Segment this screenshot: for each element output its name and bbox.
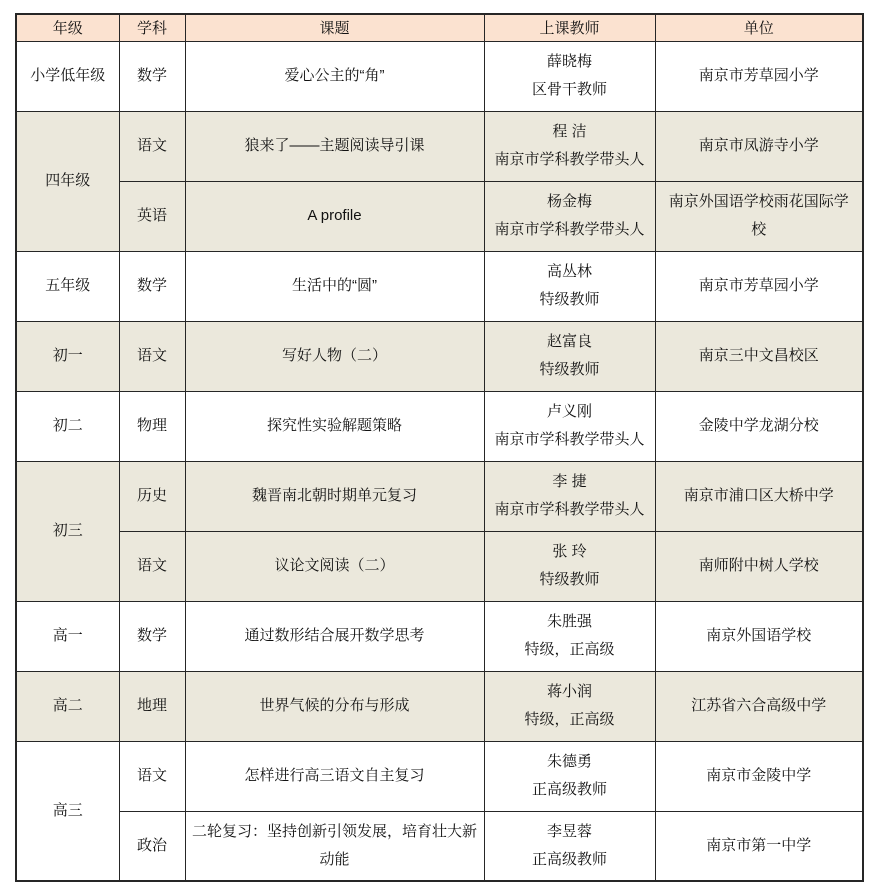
- column-header-3: 上课教师: [484, 14, 655, 41]
- topic-cell: 二轮复习：坚持创新引领发展，培育壮大新动能: [185, 811, 484, 881]
- teacher-title: 正高级教师: [531, 850, 607, 868]
- subject-cell: 数学: [119, 41, 185, 111]
- teacher-name: 杨金梅: [546, 193, 592, 210]
- grade-cell: 初三: [16, 461, 119, 601]
- subject-cell: 数学: [119, 601, 185, 671]
- teacher-name: 朱德勇: [546, 753, 592, 770]
- table-row: [16, 321, 863, 391]
- school-cell: 南京市凤游寺小学: [655, 111, 863, 181]
- teacher-name: 李 捷: [552, 473, 587, 490]
- subject-cell: 物理: [119, 391, 185, 461]
- teacher-title: 区骨干教师: [531, 81, 607, 98]
- topic-cell: 怎样进行高三语文自主复习: [185, 741, 484, 811]
- grade-cell: 四年级: [16, 111, 119, 251]
- teacher-title: 正高级教师: [531, 781, 607, 798]
- teacher-name: 赵富良: [546, 333, 592, 350]
- teacher-name: 薛晓梅: [546, 53, 592, 70]
- topic-cell: 生活中的“圆”: [185, 251, 484, 321]
- table-row: [16, 251, 863, 321]
- teacher-title: 特级教师: [539, 571, 600, 588]
- school-cell: 南师附中树人学校: [655, 531, 863, 601]
- teacher-title: 南京市学科教学带头人: [494, 501, 645, 518]
- topic-cell: 世界气候的分布与形成: [185, 671, 484, 741]
- school-cell: 江苏省六合高级中学: [655, 671, 863, 741]
- teacher-cell: [484, 741, 655, 811]
- table-row: [16, 601, 863, 671]
- table-header-row: [16, 14, 863, 41]
- teacher-name: 卢义刚: [546, 403, 592, 420]
- teacher-cell: [484, 601, 655, 671]
- topic-cell: 议论文阅读（二）: [185, 531, 484, 601]
- teacher-cell: [484, 251, 655, 321]
- subject-cell: 政治: [119, 811, 185, 881]
- teacher-title: 特级教师: [539, 361, 600, 378]
- grade-cell: 高三: [16, 741, 119, 881]
- school-cell: 南京市第一中学: [655, 811, 863, 881]
- teacher-title: 南京市学科教学带头人: [494, 151, 645, 168]
- teacher-name: 蒋小润: [546, 683, 592, 700]
- teacher-name: 朱胜强: [546, 613, 592, 630]
- column-header-1: 学科: [119, 14, 185, 41]
- subject-cell: 语文: [119, 111, 185, 181]
- teacher-title: 南京市学科教学带头人: [494, 221, 645, 238]
- teacher-name: 李昱蓉: [546, 822, 592, 840]
- school-cell: 南京三中文昌校区: [655, 321, 863, 391]
- topic-cell: 爱心公主的“角”: [185, 41, 484, 111]
- column-header-0: 年级: [16, 14, 119, 41]
- table-row: [16, 461, 863, 531]
- subject-cell: 语文: [119, 531, 185, 601]
- table-row: [16, 531, 863, 601]
- teacher-cell: [484, 111, 655, 181]
- school-cell: 南京市金陵中学: [655, 741, 863, 811]
- topic-cell: 探究性实验解题策略: [185, 391, 484, 461]
- topic-cell: A profile: [185, 181, 484, 251]
- table-body: [16, 41, 863, 881]
- subject-cell: 英语: [119, 181, 185, 251]
- subject-cell: 历史: [119, 461, 185, 531]
- table-row: [16, 41, 863, 111]
- school-cell: 南京市浦口区大桥中学: [655, 461, 863, 531]
- teacher-cell: [484, 41, 655, 111]
- topic-cell: 狼来了——主题阅读导引课: [185, 111, 484, 181]
- teacher-title: 特级，正高级: [524, 711, 615, 728]
- grade-cell: 初二: [16, 391, 119, 461]
- table-row: [16, 741, 863, 811]
- table-row: [16, 671, 863, 741]
- teacher-name: 高丛林: [546, 263, 592, 280]
- table-row: [16, 111, 863, 181]
- teacher-name: 张 玲: [552, 543, 587, 560]
- grade-cell: 高二: [16, 671, 119, 741]
- topic-cell: 魏晋南北朝时期单元复习: [185, 461, 484, 531]
- teacher-title: 南京市学科教学带头人: [494, 431, 645, 448]
- teacher-cell: [484, 321, 655, 391]
- school-cell: 金陵中学龙湖分校: [655, 391, 863, 461]
- table-row: [16, 181, 863, 251]
- column-header-2: 课题: [185, 14, 484, 41]
- teacher-cell: [484, 461, 655, 531]
- grade-cell: 初一: [16, 321, 119, 391]
- grade-cell: 高一: [16, 601, 119, 671]
- teacher-name: 程 洁: [552, 123, 587, 140]
- subject-cell: 语文: [119, 741, 185, 811]
- grade-cell: 五年级: [16, 251, 119, 321]
- topic-cell: 通过数形结合展开数学思考: [185, 601, 484, 671]
- column-header-4: 单位: [655, 14, 863, 41]
- subject-cell: 数学: [119, 251, 185, 321]
- subject-cell: 语文: [119, 321, 185, 391]
- grade-cell: 小学低年级: [16, 41, 119, 111]
- teacher-cell: [484, 671, 655, 741]
- school-cell: 南京市芳草园小学: [655, 251, 863, 321]
- table-row: [16, 391, 863, 461]
- table-row: [16, 811, 863, 881]
- subject-cell: 地理: [119, 671, 185, 741]
- teacher-cell: [484, 391, 655, 461]
- school-cell: 南京外国语学校: [655, 601, 863, 671]
- teacher-title: 特级，正高级: [524, 641, 615, 658]
- teacher-cell: [484, 811, 655, 881]
- school-cell: 南京市芳草园小学: [655, 41, 863, 111]
- school-cell: 南京外国语学校雨花国际学校: [655, 181, 863, 251]
- topic-cell: 写好人物（二）: [185, 321, 484, 391]
- teacher-cell: [484, 531, 655, 601]
- lesson-schedule-table: [15, 13, 864, 882]
- teacher-cell: [484, 181, 655, 251]
- teacher-title: 特级教师: [539, 291, 600, 308]
